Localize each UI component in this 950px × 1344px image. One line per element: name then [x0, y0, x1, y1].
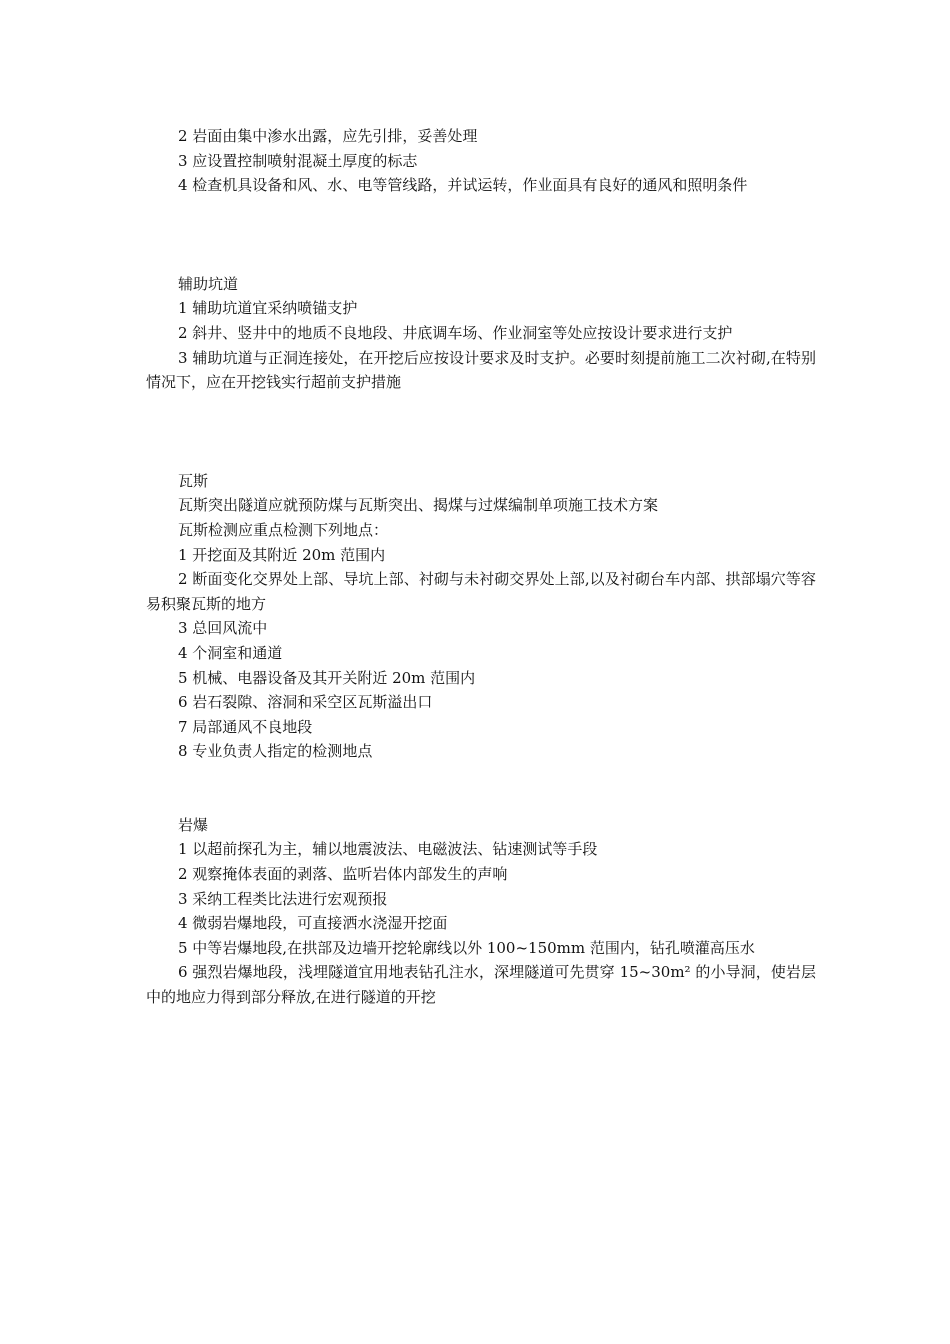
paragraph: 1 辅助坑道宜采纳喷锚支护: [178, 299, 358, 318]
paragraph: 瓦斯检测应重点检测下列地点：: [178, 520, 389, 539]
section-heading: 岩爆: [178, 815, 209, 834]
spacer: [146, 395, 816, 469]
paragraph: 瓦斯突出隧道应就预防煤与瓦斯突出、揭煤与过煤编制单项施工技术方案: [178, 496, 659, 515]
section-shotcrete-prep: [146, 124, 816, 198]
paragraph: 5 中等岩爆地段,在拱部及边墙开挖轮廓线以外 100~150mm 范围内，钻孔喷灌高压水: [178, 938, 755, 957]
paragraph: 1 以超前探孔为主，辅以地震波法、电磁波法、钻速测试等手段: [178, 840, 598, 859]
paragraph: 2 岩面由集中渗水出露，应先引排，妥善处理: [178, 127, 478, 145]
paragraph: 4 个洞室和通道: [178, 643, 283, 662]
paragraph: 2 观察掩体表面的剥落、监听岩体内部发生的声响: [178, 865, 508, 884]
section-heading: 辅助坑道: [178, 274, 239, 293]
paragraph: 6 强烈岩爆地段，浅埋隧道宜用地表钻孔注水，深埋隧道可先贯穿 15~30m² 的小导洞，使岩层中的地应力得到部分释放,在进行隧道的开挖: [146, 963, 816, 1007]
paragraph: 7 局部通风不良地段: [178, 717, 313, 736]
paragraph: 5 机械、电器设备及其开关附近 20m 范围内: [178, 668, 476, 687]
spacer: [146, 764, 816, 813]
paragraph: 6 岩石裂隙、溶洞和采空区瓦斯溢出口: [178, 693, 433, 712]
section-rockburst: [146, 813, 816, 1010]
paragraph: 4 检查机具设备和风、水、电等管线路，并试运转，作业面具有良好的通风和照明条件: [178, 176, 748, 195]
paragraph: 4 微弱岩爆地段，可直接洒水浇湿开挖面: [178, 914, 448, 933]
paragraph: 2 断面变化交界处上部、导坑上部、衬砌与未衬砌交界处上部,以及衬砌台车内部、拱部塌穴等容易积聚瓦斯的地方: [146, 570, 816, 613]
document-page: [146, 124, 816, 1010]
section-gas: [146, 469, 816, 764]
section-auxiliary-tunnel: [146, 272, 816, 395]
paragraph: 3 总回风流中: [178, 619, 268, 638]
paragraph: 8 专业负责人指定的检测地点: [178, 742, 373, 761]
paragraph: 3 采纳工程类比法进行宏观预报: [178, 889, 388, 908]
paragraph: 1 开挖面及其附近 20m 范围内: [178, 545, 386, 564]
paragraph: 3 应设置控制喷射混凝土厚度的标志: [178, 151, 418, 170]
paragraph: 2 斜井、竖井中的地质不良地段、井底调车场、作业洞室等处应按设计要求进行支护: [178, 323, 733, 342]
paragraph: 3 辅助坑道与正洞连接处，在开挖后应按设计要求及时支护。必要时刻提前施工二次衬砌,在特别情况下，应在开挖钱实行超前支护措施: [146, 348, 816, 392]
spacer: [146, 198, 816, 272]
section-heading: 瓦斯: [178, 471, 209, 490]
